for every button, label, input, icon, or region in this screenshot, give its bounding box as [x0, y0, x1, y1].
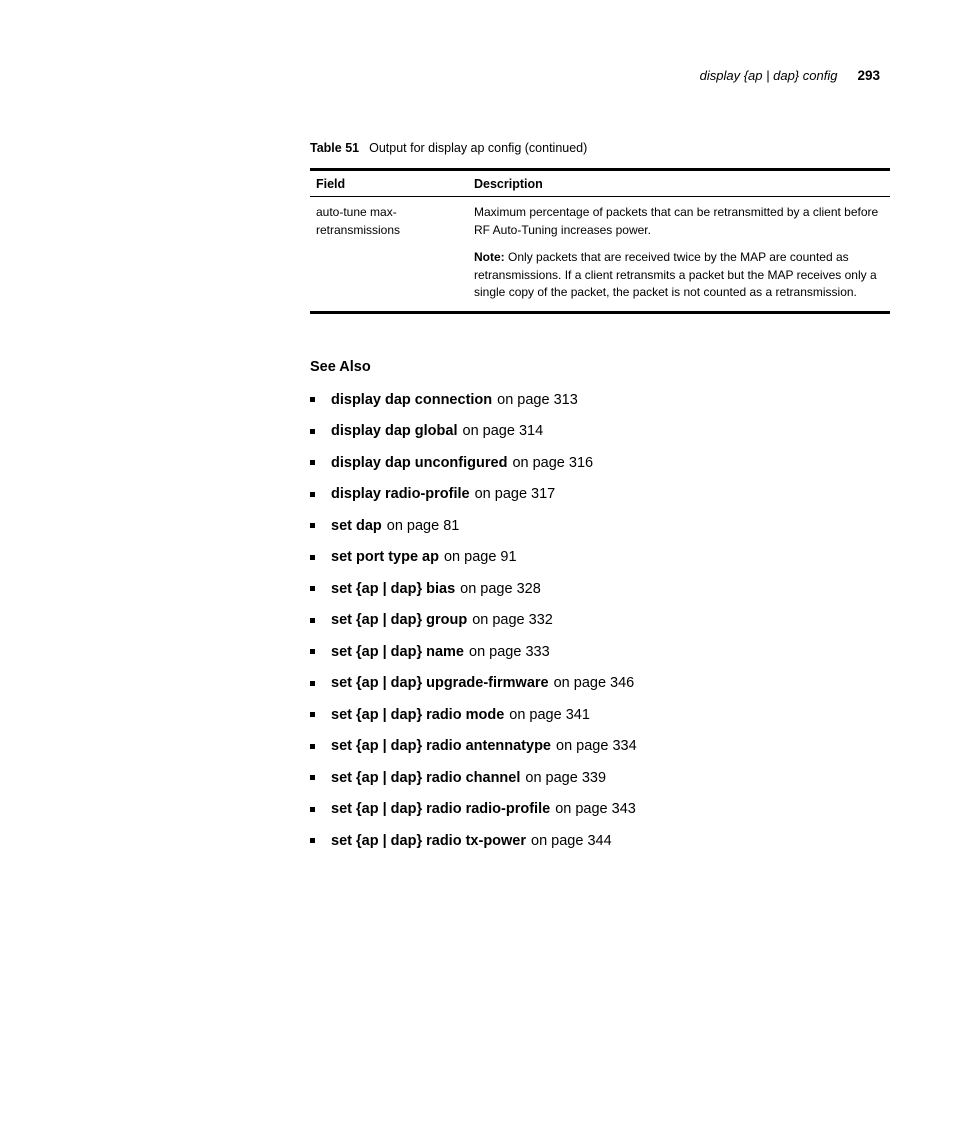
page-reference: on page 316: [512, 454, 594, 471]
command-name: set dap: [331, 517, 382, 534]
square-bullet-icon: [310, 838, 315, 843]
table-caption-label: Table 51: [310, 141, 360, 155]
command-name: display dap global: [331, 423, 458, 439]
square-bullet-icon: [310, 712, 315, 717]
see-also-item: [310, 800, 890, 818]
command-name: set {ap | dap} radio tx-power: [331, 832, 527, 849]
page-reference: on page 334: [556, 738, 637, 754]
square-bullet-icon: [310, 618, 315, 623]
see-also-item: [310, 611, 890, 629]
command-name: set {ap | dap} radio antennatype: [331, 738, 551, 754]
page-reference: on page 328: [460, 580, 541, 597]
square-bullet-icon: [310, 555, 315, 560]
page-reference: on page 341: [509, 706, 590, 723]
table-caption: [310, 141, 890, 156]
table-header-row: [310, 170, 890, 197]
see-also-item: [310, 517, 890, 535]
command-name: set {ap | dap} group: [331, 612, 468, 628]
square-bullet-icon: [310, 744, 315, 749]
page-reference: on page 339: [525, 769, 607, 786]
square-bullet-icon: [310, 460, 315, 465]
see-also-item: [310, 580, 890, 598]
running-header-title: display {ap | dap} config: [699, 68, 838, 83]
square-bullet-icon: [310, 429, 315, 434]
running-header: [700, 68, 880, 83]
command-name: display dap unconfigured: [331, 454, 508, 471]
description-text: Maximum percentage of packets that can be retransmitted by a client before RF Auto-Tuning increases power.: [474, 205, 879, 237]
column-header-description: Description: [468, 170, 890, 197]
page-content: [310, 141, 890, 863]
page-reference: on page 91: [443, 549, 517, 565]
command-name: display radio-profile: [331, 486, 470, 502]
page-reference: on page 332: [472, 612, 553, 628]
page-reference: on page 313: [497, 391, 578, 408]
field-cell: auto-tune max-retransmissions: [316, 205, 401, 237]
square-bullet-icon: [310, 586, 315, 591]
command-name: set {ap | dap} bias: [331, 580, 456, 597]
description-cell: [468, 197, 890, 313]
note-label: Note:: [474, 250, 505, 264]
page-reference: on page 314: [462, 423, 544, 439]
table-row: [310, 197, 890, 313]
see-also-item: [310, 422, 890, 440]
square-bullet-icon: [310, 397, 315, 402]
square-bullet-icon: [310, 775, 315, 780]
command-name: set port type ap: [331, 549, 439, 565]
command-name: set {ap | dap} radio radio-profile: [331, 801, 551, 817]
see-also-item: [310, 769, 890, 787]
see-also-list: [310, 391, 890, 850]
page-reference: on page 333: [469, 643, 550, 660]
see-also-item: [310, 485, 890, 503]
square-bullet-icon: [310, 807, 315, 812]
square-bullet-icon: [310, 523, 315, 528]
command-name: set {ap | dap} upgrade-firmware: [331, 675, 549, 691]
page-reference: on page 343: [555, 801, 636, 817]
see-also-item: [310, 643, 890, 661]
square-bullet-icon: [310, 649, 315, 654]
page-reference: on page 346: [553, 675, 635, 691]
see-also-item: [310, 548, 890, 566]
note-text: Only packets that are received twice by the MAP are counted as retransmissions. If a client retransmits a packet but the MAP receives only a single copy of the packet, the packet is not counted as a retransmission.: [474, 250, 877, 299]
page-number: 293: [857, 68, 880, 83]
column-header-field: Field: [310, 170, 468, 197]
see-also-item: [310, 391, 890, 409]
command-name: set {ap | dap} radio mode: [331, 706, 505, 723]
see-also-item: [310, 737, 890, 755]
page-reference: on page 317: [474, 486, 556, 502]
command-name: set {ap | dap} name: [331, 643, 464, 660]
square-bullet-icon: [310, 681, 315, 686]
page-reference: on page 81: [386, 517, 460, 534]
see-also-heading: See Also: [310, 358, 371, 375]
see-also-item: [310, 706, 890, 724]
see-also-item: [310, 674, 890, 692]
square-bullet-icon: [310, 492, 315, 497]
see-also-item: [310, 454, 890, 472]
page-reference: on page 344: [531, 832, 612, 849]
command-name: set {ap | dap} radio channel: [331, 769, 521, 786]
table-caption-text: Output for display ap config (continued): [369, 141, 588, 155]
command-name: display dap connection: [331, 391, 493, 408]
see-also-item: [310, 832, 890, 850]
output-fields-table: [310, 168, 890, 314]
description-note: [474, 249, 884, 302]
